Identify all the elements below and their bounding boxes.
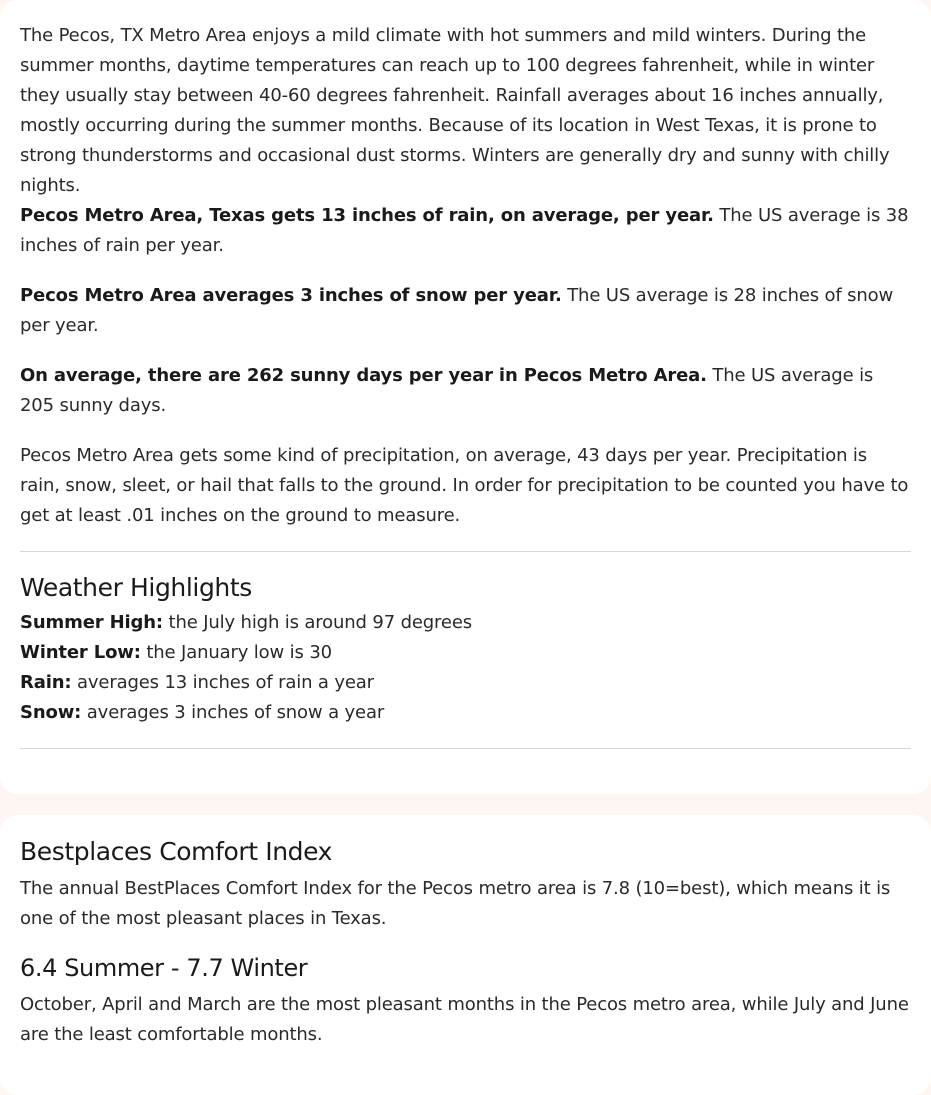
divider (20, 748, 911, 749)
sunny-days-bold: On average, there are 262 sunny days per year in Pecos Metro Area. (20, 365, 707, 386)
sunny-days-rest: The US average is 205 sunny days. (20, 365, 874, 416)
divider (20, 551, 911, 552)
highlight-text: averages 3 inches of snow a year (81, 702, 385, 723)
comfort-months-description: October, April and March are the most pleasant months in the Pecos metro area, while July and June are the least comfortable months. (20, 994, 909, 1045)
comfort-index-heading: Bestplaces Comfort Index (20, 837, 333, 866)
precipitation-summary: Pecos Metro Area gets some kind of precipitation, on average, 43 days per year. Precipitation is rain, snow, sleet, or hail that falls to the ground. In order for precipitation to be counted you have to get at least .01 inches on the ground to measure. (20, 445, 909, 526)
highlight-summer-high (20, 608, 911, 638)
comfort-index-description: The annual BestPlaces Comfort Index for the Pecos metro area is 7.8 (10=best), which means it is one of the most pleasant places in Texas. (20, 878, 891, 929)
rain-summary (20, 201, 911, 261)
rain-summary-rest: The US average is 38 inches of rain per year. (20, 205, 909, 256)
comfort-index-seasonal-scores: 6.4 Summer - 7.7 Winter (20, 954, 308, 982)
rain-summary-bold: Pecos Metro Area, Texas gets 13 inches of rain, on average, per year. (20, 205, 714, 226)
sunny-days-summary (20, 361, 911, 421)
weather-highlights-heading: Weather Highlights (20, 573, 252, 602)
snow-summary (20, 281, 911, 341)
highlight-label: Summer High: (20, 612, 163, 633)
snow-summary-bold: Pecos Metro Area averages 3 inches of snow per year. (20, 285, 562, 306)
comfort-index-card (0, 815, 931, 1095)
highlight-winter-low (20, 638, 911, 668)
highlight-label: Winter Low: (20, 642, 141, 663)
highlight-text: averages 13 inches of rain a year (71, 672, 374, 693)
highlight-label: Rain: (20, 672, 72, 693)
snow-summary-rest: The US average is 28 inches of snow per year. (20, 285, 894, 336)
highlight-rain (20, 668, 911, 698)
highlight-label: Snow: (20, 702, 82, 723)
highlight-snow (20, 698, 911, 728)
weather-highlights-list (20, 608, 911, 728)
highlight-text: the January low is 30 (140, 642, 332, 663)
climate-intro: The Pecos, TX Metro Area enjoys a mild climate with hot summers and mild winters. During the summer months, daytime temperatures can reach up to 100 degrees fahrenheit, while in winter they usually stay between 40-60 degrees fahrenheit. Rainfall averages about 16 inches annually, mostly occurring during the summer months. Because of its location in West Texas, it is prone to strong thunderstorms and occasional dust storms. Winters are generally dry and sunny with chilly nights. (20, 25, 890, 196)
highlight-text: the July high is around 97 degrees (162, 612, 472, 633)
